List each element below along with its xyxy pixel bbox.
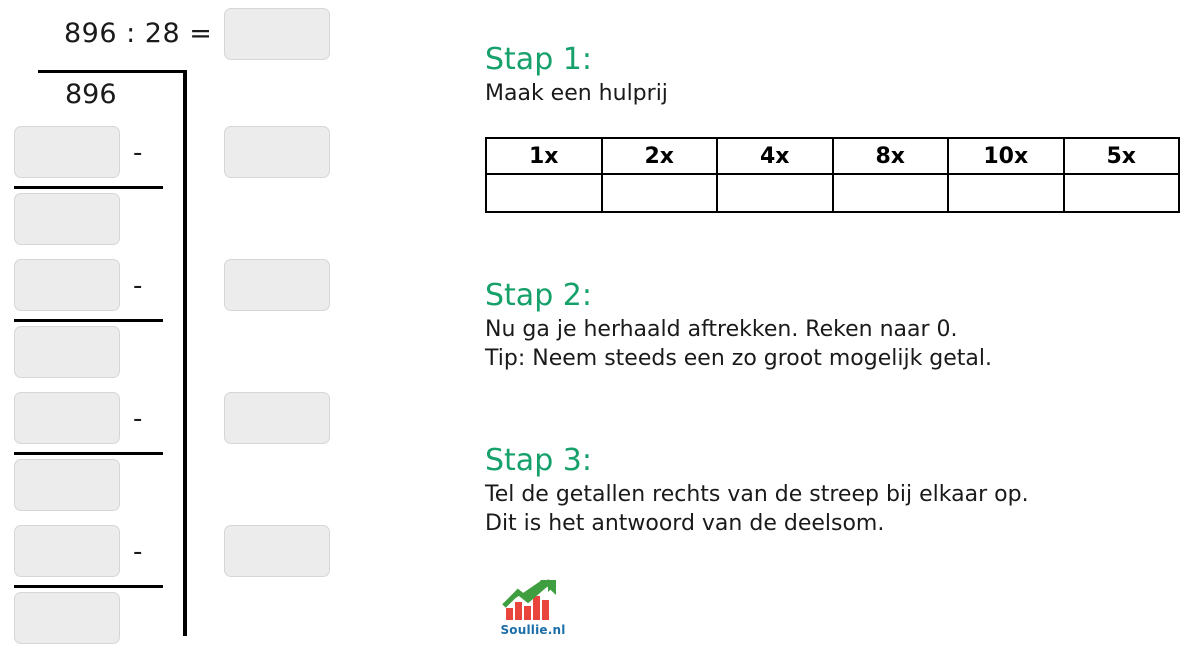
helper-row-table (485, 137, 1180, 213)
quotient-answer-box[interactable] (224, 8, 330, 60)
chart-growth-icon (502, 578, 564, 622)
step-2-block (485, 278, 992, 373)
minus-sign-2: - (133, 271, 143, 301)
remainder-box-1[interactable] (14, 193, 120, 245)
helper-header-cell: 5x (1064, 138, 1180, 174)
division-bracket-vertical-rule (183, 70, 187, 636)
subtract-right-box-4[interactable] (224, 525, 330, 577)
helper-value-cell[interactable] (1064, 174, 1180, 212)
site-logo[interactable] (488, 578, 578, 637)
step-1-heading: Stap 1: (485, 42, 592, 77)
step-3-heading: Stap 3: (485, 443, 592, 478)
helper-table-header-row (486, 138, 1179, 174)
helper-header-cell: 2x (602, 138, 718, 174)
helper-table-value-row (486, 174, 1179, 212)
minus-sign-4: - (133, 537, 143, 567)
instructions-panel (485, 0, 1183, 660)
logo-text: Soullie.nl (500, 623, 566, 637)
dividend-text: 896 (65, 79, 117, 110)
step-2-heading: Stap 2: (485, 278, 592, 313)
step-3-line-1: Tel de getallen rechts van de streep bij elkaar op. (485, 482, 1029, 507)
step-3-block (485, 443, 1029, 538)
remainder-box-3[interactable] (14, 459, 120, 511)
minus-sign-3: - (133, 404, 143, 434)
subtract-left-box-3[interactable] (14, 392, 120, 444)
helper-value-cell[interactable] (486, 174, 602, 212)
division-problem-text: 896 : 28 = (64, 18, 213, 49)
helper-header-cell: 10x (948, 138, 1064, 174)
step-2-line-1: Nu ga je herhaald aftrekken. Reken naar 0. (485, 317, 958, 342)
helper-header-cell: 1x (486, 138, 602, 174)
remainder-box-2[interactable] (14, 326, 120, 378)
subtract-right-box-2[interactable] (224, 259, 330, 311)
subtract-right-box-1[interactable] (224, 126, 330, 178)
subtraction-rule-2 (14, 319, 163, 322)
subtraction-rule-1 (14, 186, 163, 189)
helper-value-cell[interactable] (948, 174, 1064, 212)
remainder-box-4[interactable] (14, 592, 120, 644)
subtract-left-box-2[interactable] (14, 259, 120, 311)
subtract-left-box-4[interactable] (14, 525, 120, 577)
division-bracket-top-rule (38, 70, 186, 73)
helper-header-cell: 8x (833, 138, 949, 174)
subtract-left-box-1[interactable] (14, 126, 120, 178)
helper-value-cell[interactable] (833, 174, 949, 212)
step-2-line-2: Tip: Neem steeds een zo groot mogelijk getal. (485, 346, 993, 372)
subtraction-rule-4 (14, 585, 163, 588)
step-3-line-2: Dit is het antwoord van de deelsom. (485, 511, 885, 537)
helper-value-cell[interactable] (602, 174, 718, 212)
subtract-right-box-3[interactable] (224, 392, 330, 444)
step-1-block (485, 42, 668, 108)
step-1-text: Maak een hulprij (485, 81, 668, 106)
long-division-worksheet (0, 0, 470, 660)
helper-header-cell: 4x (717, 138, 833, 174)
minus-sign-1: - (133, 138, 143, 168)
helper-value-cell[interactable] (717, 174, 833, 212)
subtraction-rule-3 (14, 452, 163, 455)
